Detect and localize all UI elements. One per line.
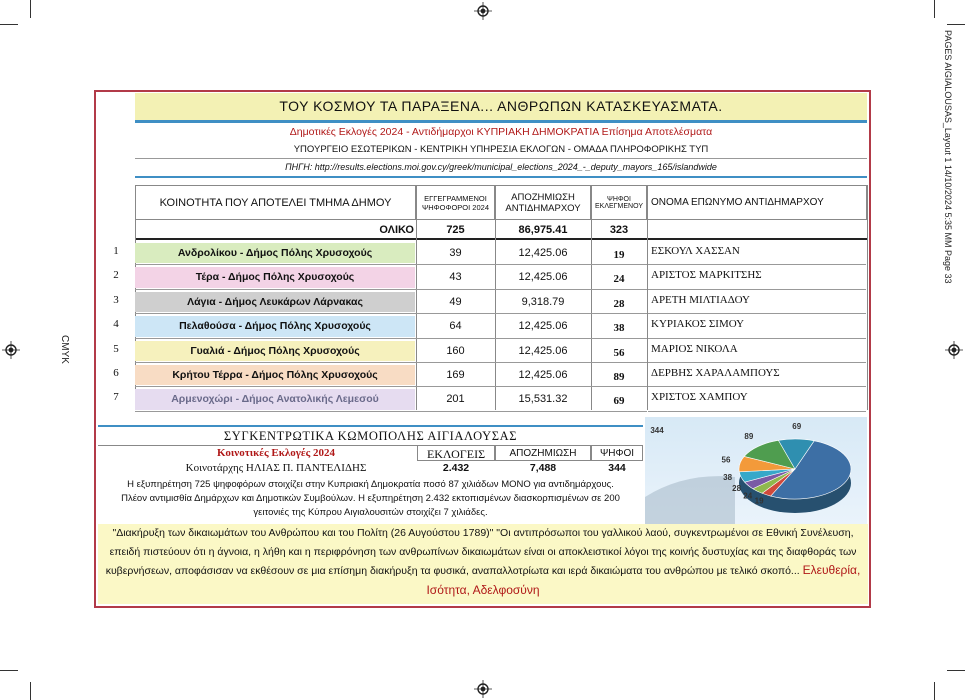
deputy-mayor-name: ΜΑΡΙΟΣ ΝΙΚΟΛΑ [648, 339, 866, 363]
registration-mark-icon [474, 680, 492, 698]
note-line: γειτονιές της Κύπρου Αιγιαλουσιτών στοιχίζει 7 χιλιάδες. [253, 507, 488, 518]
crop-mark [947, 24, 965, 25]
pie-slice-label: 19 [754, 496, 764, 506]
compensation: 12,425.06 [518, 271, 568, 284]
registered-voters: 64 [449, 320, 462, 333]
crop-mark [30, 682, 31, 700]
notes [98, 478, 643, 520]
row-divider [135, 362, 647, 363]
votes: 56 [613, 346, 625, 359]
registration-mark-icon [2, 341, 20, 359]
header-compensation: ΑΠΟΖΗΜΙΩΣΗ ΑΝΤΙΔΗΜΑΡΧΟΥ [495, 185, 591, 220]
votes: 69 [613, 395, 625, 408]
registered-voters: 201 [446, 393, 465, 406]
deputy-mayor-name: ΕΣΚΟΥΛ ΧΑΣΣΑΝ [648, 241, 866, 265]
header-votes: ΨΗΦΟΙ ΕΚΛΕΓΜΕΝΟΥ [591, 185, 647, 220]
deputy-mayor-name: ΑΡΙΣΤΟΣ ΜΑΡΚΙΤΣΗΣ [648, 265, 866, 289]
pie-slice-label: 344 [650, 426, 664, 435]
total-votes: 323 [609, 224, 629, 236]
row-divider [135, 338, 647, 339]
row-number: 6 [113, 367, 119, 379]
note-line: Πλέον αντιμισθία Δημάρχων και Δημοτικών Συμβούλων. Η εξυπηρέτηση 2.432 εκτοπισμένων διασκορπισμένων σε 200 [121, 493, 620, 504]
crop-mark [947, 670, 965, 671]
row-number: 4 [113, 318, 119, 331]
compensation: 12,425.06 [518, 320, 568, 333]
row-divider [135, 313, 647, 314]
deputy-mayor-name: ΔΕΡΒΗΣ ΧΑΡΑΛΑΜΠΟΥΣ [648, 363, 866, 387]
community-name: Γυαλιά - Δήμος Πόλης Χρυσοχούς [135, 341, 415, 361]
registered-voters: 49 [449, 295, 462, 308]
community-name: Λάγια - Δήμος Λευκάρων Λάρνακας [135, 292, 415, 312]
community-name: Αρμενοχώρι - Δήμος Ανατολικής Λεμεσού [135, 389, 415, 409]
pie-chart [645, 417, 867, 524]
compensation: 12,425.06 [518, 369, 568, 381]
pie-slice-label: 24 [743, 491, 753, 501]
summary-value-compensation: 7,488 [529, 462, 557, 474]
note-line: Η εξυπηρέτηση 725 ψηφοφόρων στοιχίζει στην Κυπριακή Δημοκρατία ποσό 87 χιλιάδων ΜΟΝΟ για αντιδημάρχους. [127, 479, 614, 490]
community-name: Τέρα - Δήμος Πόλης Χρυσοχούς [135, 267, 415, 287]
votes: 38 [613, 322, 625, 335]
pie-slice-label: 69 [792, 422, 802, 432]
summary-value-elections: 2.432 [442, 462, 470, 474]
subtitle: Δημοτικές Εκλογές 2024 - Αντιδήμαρχοι ΚΥΠΡΙΑΚΗ ΔΗΜΟΚΡΑΤΙΑ Επίσημα Αποτελέσματα [289, 126, 713, 138]
header-voters: ΕΓΓΕΓΡΑΜΜΕΝΟΙ ΨΗΦΟΦΟΡΟΙ 2024 [416, 185, 495, 220]
quote-text: "Διακήρυξη των δικαιωμάτων του Ανθρώπου και του Πολίτη (26 Αυγούστου 1789)" "Οι αντιπρόσωποι του γαλλικού λαού, συγκεντρωμένοι σε Εθνική Συνέλευση, επειδή πιστεύουν ότι η άγνοια, η λήθη και η περιφρόνηση των ανθρωπίνων δικαιωμάτων είναι οι αποκλειστικοί λόγοι της κοινής δυστυχίας και της διαφθοράς των κυβερνήσεων, αποφάσισαν να εκθέσουν σε μια επίσημη διακήρυξη τα φυσικά, αναπαλλοτρίωτα και ιερά δικαιώματα του ανθρώπου με τελικό σκοπό... [105, 527, 857, 577]
community-name: Κρήτου Τέρρα - Δήμος Πόλης Χρυσοχούς [135, 365, 415, 385]
deputy-mayor-name: ΑΡΕΤΗ ΜΙΛΤΙΑΔΟΥ [648, 290, 866, 314]
votes: 24 [613, 273, 625, 286]
ministry-line: ΥΠΟΥΡΓΕΙΟ ΕΣΩΤΕΡΙΚΩΝ - ΚΕΝΤΡΙΚΗ ΥΠΗΡΕΣΙΑ ΕΚΛΟΓΩΝ - ΟΜΑΔΑ ΠΛΗΡΟΦΟΡΙΚΗΣ ΤΥΠ [135, 142, 867, 159]
crop-mark [934, 682, 935, 700]
registered-voters: 43 [449, 271, 462, 284]
row-divider [135, 264, 647, 265]
summary-value-votes: 344 [608, 462, 626, 474]
compensation: 9,318.79 [521, 295, 565, 308]
crop-mark [0, 24, 18, 25]
summary-elections-label: Κοινοτικές Εκλογές 2024 [217, 447, 335, 459]
source-line: ΠΗΓΗ: http://results.elections.moi.gov.cy/greek/municipal_elections_2024_-_deputy_mayors_165/islandwide [135, 159, 867, 178]
registered-voters: 169 [446, 369, 465, 381]
pie-slice-label: 89 [744, 431, 754, 441]
total-label: ΟΛΙΚΟ [379, 224, 414, 236]
compensation: 12,425.06 [518, 344, 568, 357]
registered-voters: 160 [446, 344, 465, 357]
pie-slice-label: 56 [721, 455, 731, 465]
row-divider [135, 411, 647, 412]
summary-leader: Κοινοτάρχης ΗΛΙΑΣ Π. ΠΑΝΤΕΛΙΔΗΣ [185, 462, 367, 474]
compensation: 15,531.32 [518, 393, 568, 406]
row-number: 3 [113, 293, 119, 306]
print-slug: PAGES AIGIALOUSAS_Layout 1 14/10/2024 5:35 ΜΜ Page 33 [943, 30, 953, 284]
registered-voters: 39 [449, 247, 462, 259]
total-compensation: 86,975.41 [518, 224, 568, 236]
pie-slice-label: 28 [732, 484, 742, 494]
pie-chart-svg [645, 417, 867, 524]
summary-header-elections: ΕΚΛΟΓΕΙΣ [417, 445, 495, 461]
row-number: 1 [113, 245, 119, 257]
community-name: Ανδρολίκου - Δήμος Πόλης Χρυσοχούς [135, 243, 415, 263]
deputy-mayor-name: ΚΥΡΙΑΚΟΣ ΣΙΜΟΥ [648, 314, 866, 338]
community-name: Πελαθούσα - Δήμος Πόλης Χρυσοχούς [135, 316, 415, 336]
page-title: ΤΟΥ ΚΟΣΜΟΥ ΤΑ ΠΑΡΑΞΕΝΑ... ΑΝΘΡΩΠΩΝ ΚΑΤΑΣΚΕΥΑΣΜΑΤΑ. [135, 93, 867, 123]
votes: 28 [613, 297, 625, 310]
row-divider [135, 386, 647, 387]
summary-header-votes: ΨΗΦΟΙ [591, 445, 643, 461]
registration-mark-icon [945, 341, 963, 359]
crop-mark [30, 0, 31, 18]
compensation: 12,425.06 [518, 247, 568, 259]
motto: Ελευθερία, Ισότητα, Αδελφοσύνη [426, 563, 861, 597]
header-community: ΚΟΙΝΟΤΗΤΑ ΠΟΥ ΑΠΟΤΕΛΕΙ ΤΜΗΜΑ ΔΗΜΟΥ [135, 185, 416, 220]
summary-title: ΣΥΓΚΕΝΤΡΩΤΙΚΑ ΚΩΜΟΠΟΛΗΣ ΑΙΓΙΑΛΟΥΣΑΣ [98, 425, 643, 446]
grid-line [867, 185, 868, 410]
votes: 89 [613, 371, 625, 383]
color-code: CMYK [58, 335, 70, 364]
row-number: 7 [113, 391, 119, 404]
row-number: 2 [113, 269, 119, 282]
summary-header-compensation: ΑΠΟΖΗΜΙΩΣΗ [495, 445, 591, 461]
quote-box [98, 524, 868, 604]
row-divider [135, 289, 647, 290]
header-name: ΟΝΟΜΑ ΕΠΩΝΥΜΟ ΑΝΤΙΔΗΜΑΡΧΟΥ [647, 185, 867, 220]
total-voters: 725 [446, 224, 465, 236]
pie-slice-label: 38 [723, 472, 733, 482]
crop-mark [934, 0, 935, 18]
votes: 19 [613, 249, 625, 261]
row-number: 5 [113, 342, 119, 355]
crop-mark [0, 670, 18, 671]
registration-mark-icon [474, 2, 492, 20]
deputy-mayor-name: ΧΡΙΣΤΟΣ ΧΑΜΠΟΥ [648, 387, 866, 411]
